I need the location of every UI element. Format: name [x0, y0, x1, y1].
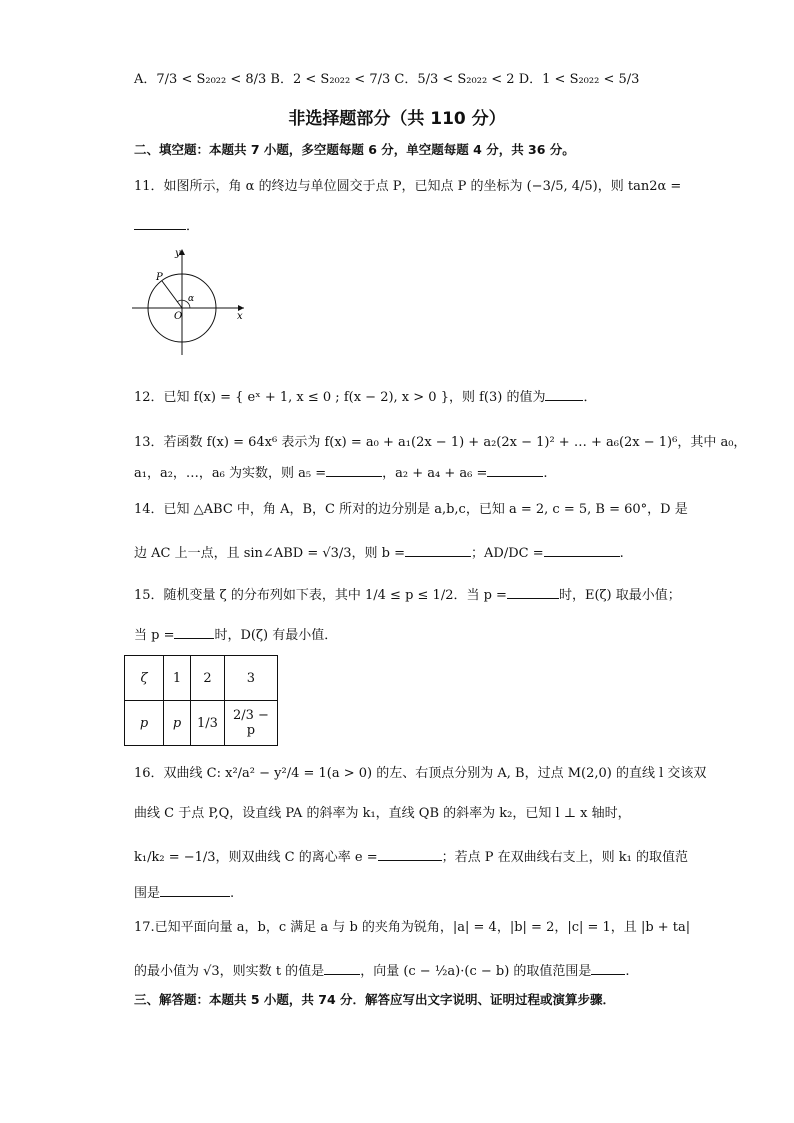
q12-answer-blank[interactable] [545, 386, 583, 401]
table-cell: p [164, 701, 191, 746]
q16-range-blank[interactable] [160, 882, 230, 897]
table-cell: 1/3 [191, 701, 225, 746]
o-label: O [174, 311, 183, 322]
q15-line-a [134, 584, 681, 606]
q14-ratio-text: ；AD/DC = [471, 546, 544, 561]
q15-text-b: 当 p = [134, 628, 175, 643]
q11-text: 11．如图所示，角 α 的终边与单位圆交于点 P，已知点 P 的坐标为 (−3/5, 4/5)，则 tan2α = [134, 179, 682, 194]
q13-sum-text: ，a₂ + a₄ + a₆ = [382, 466, 488, 481]
part-title: 非选择题部分（共 110 分） [288, 109, 506, 129]
q17-line-b: 的最小值为 √3，则实数 t 的值是 ，向量 (c − ½a)·(c − b) 的取值范围是 . [134, 960, 630, 982]
y-label: y [175, 248, 181, 259]
q14-line-a: 14．已知 △ABC 中，角 A，B，C 所对的边分别是 a,b,c，已知 a = 2, c = 5, B = 60°，D 是 [134, 502, 688, 517]
table-row [125, 701, 278, 746]
q16-line-c [134, 846, 688, 868]
q11-line [134, 177, 681, 197]
q13-a5-blank[interactable] [326, 462, 382, 477]
x-label: x [237, 311, 243, 322]
table-cell: p [125, 701, 164, 746]
table-cell: ζ [125, 656, 164, 701]
q15-text-a: 15．随机变量 ζ 的分布列如下表，其中 1/4 ≤ p ≤ 1/2．当 p = [134, 588, 507, 603]
q15-e-blank[interactable] [507, 584, 559, 599]
section2-heading: 二、填空题：本题共 7 小题，多空题每题 6 分，单空题每题 4 分，共 36 分。 [134, 142, 575, 157]
q11-end: ． [186, 219, 200, 234]
q16-c-end: ；若点 P 在双曲线右支上，则 k₁ 的取值范 [441, 850, 688, 865]
table-row [125, 656, 278, 701]
q12-text: 12．已知 f(x) = { eˣ + 1, x ≤ 0 ; f(x − 2), x > 0 }，则 f(3) 的值为 [134, 390, 546, 405]
table-cell: 2/3 − p [224, 701, 277, 746]
alpha-label: α [188, 294, 195, 304]
q17-t-blank[interactable] [324, 960, 360, 975]
q16-line-a: 16．双曲线 C: x²/a² − y²/4 = 1(a > 0) 的左、右顶点分别为 A, B，过点 M(2,0) 的直线 l 交该双 [134, 766, 707, 781]
q13-sum-blank[interactable] [487, 462, 543, 477]
table-cell: 2 [191, 656, 225, 701]
q16-d-text: 围是 [134, 886, 161, 901]
q14-b-text: 边 AC 上一点，且 sin∠ABD = √3/3，则 b = [134, 546, 406, 561]
q17-t-text: 的最小值为 √3，则实数 t 的值是 [134, 964, 325, 979]
q15-text-b-end: 时，D(ζ) 有最小值． [214, 628, 338, 643]
q16-line-b: 曲线 C 于点 P,Q，设直线 PA 的斜率为 k₁，直线 QB 的斜率为 k₂，已知 l ⊥ x 轴时， [134, 806, 631, 821]
p-label: P [156, 272, 163, 283]
q16-e-blank[interactable] [378, 846, 442, 861]
terminal-side [162, 281, 182, 308]
q11-answer-blank[interactable] [134, 215, 186, 230]
q17-range-text: ，向量 (c − ½a)·(c − b) 的取值范围是 [360, 964, 592, 979]
q14-line-b: 边 AC 上一点，且 sin∠ABD = √3/3，则 b = ；AD/DC = . [134, 542, 624, 564]
q14-ratio-blank[interactable] [544, 542, 620, 557]
q13-line-a: 13．若函数 f(x) = 64x⁶ 表示为 f(x) = a₀ + a₁(2x − 1) + a₂(2x − 1)² + … + a₆(2x − 1)⁶，其中 a₀， [134, 435, 747, 450]
q17-range-blank[interactable] [591, 960, 625, 975]
q16-line-d: 围是 . [134, 882, 234, 904]
q13-a5-text: a₁，a₂，…，a₆ 为实数，则 a₅ = [134, 466, 327, 481]
q12-line: 12．已知 f(x) = { eˣ + 1, x ≤ 0 ; f(x − 2), x > 0 }，则 f(3) 的值为 ． [134, 386, 596, 408]
q17-line-a: 17.已知平面向量 a，b，c 满足 a 与 b 的夹角为锐角，|a| = 4，|b| = 2，|c| = 1，且 |b + ta| [134, 920, 691, 935]
q15-d-blank[interactable] [174, 624, 214, 639]
q15-text-a-end: 时，E(ζ) 取最小值； [558, 588, 681, 603]
table-cell: 1 [164, 656, 191, 701]
q13-line-b: a₁，a₂，…，a₆ 为实数，则 a₅ = ，a₂ + a₄ + a₆ = . [134, 462, 548, 484]
table-cell: 3 [224, 656, 277, 701]
unit-circle-figure [130, 245, 250, 360]
q11-answer-line [134, 215, 199, 237]
q10-options: A．7/3 < S₂₀₂₂ < 8/3 B．2 < S₂₀₂₂ < 7/3 C．5/3 < S₂₀₂₂ < 2 D．1 < S₂₀₂₂ < 5/3 [134, 72, 640, 87]
distribution-table [124, 655, 278, 746]
section3-heading: 三、解答题：本题共 5 小题，共 74 分．解答应写出文字说明、证明过程或演算步骤． [134, 992, 616, 1007]
q14-b-blank[interactable] [405, 542, 471, 557]
q16-e-text: k₁/k₂ = −1/3，则双曲线 C 的离心率 e = [134, 850, 378, 865]
q15-line-b [134, 624, 337, 646]
